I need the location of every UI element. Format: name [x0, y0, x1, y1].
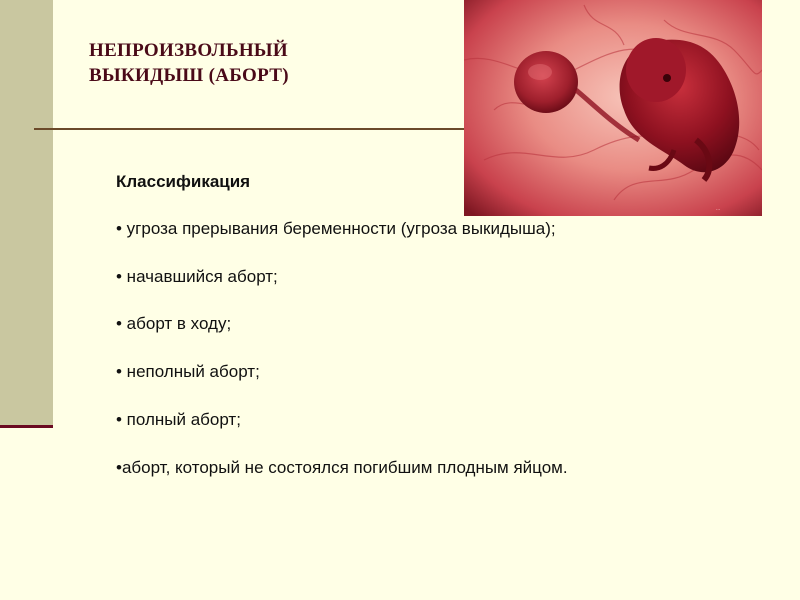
- list-item: • неполный аборт;: [116, 362, 260, 381]
- slide-title: [89, 38, 419, 88]
- list-item: •аборт, который не состоялся погибшим плодным яйцом.: [116, 458, 568, 477]
- slide-title-line-1: НЕПРОИЗВОЛЬНЫЙ: [89, 40, 288, 61]
- content-area: [116, 170, 776, 477]
- left-decor-line: [0, 425, 53, 428]
- title-divider: [34, 128, 474, 130]
- classification-heading: Классификация: [116, 172, 251, 191]
- slide-title-line-2: ВЫКИДЫШ (АБОРТ): [89, 65, 289, 86]
- list-item: • аборт в ходу;: [116, 314, 232, 333]
- svg-text:...: ...: [716, 206, 721, 212]
- left-decor-band: [0, 0, 53, 426]
- list-item: • угроза прерывания беременности (угроза выкидыша);: [116, 219, 556, 238]
- list-item: • полный аборт;: [116, 410, 241, 429]
- list-item: • начавшийся аборт;: [116, 267, 278, 286]
